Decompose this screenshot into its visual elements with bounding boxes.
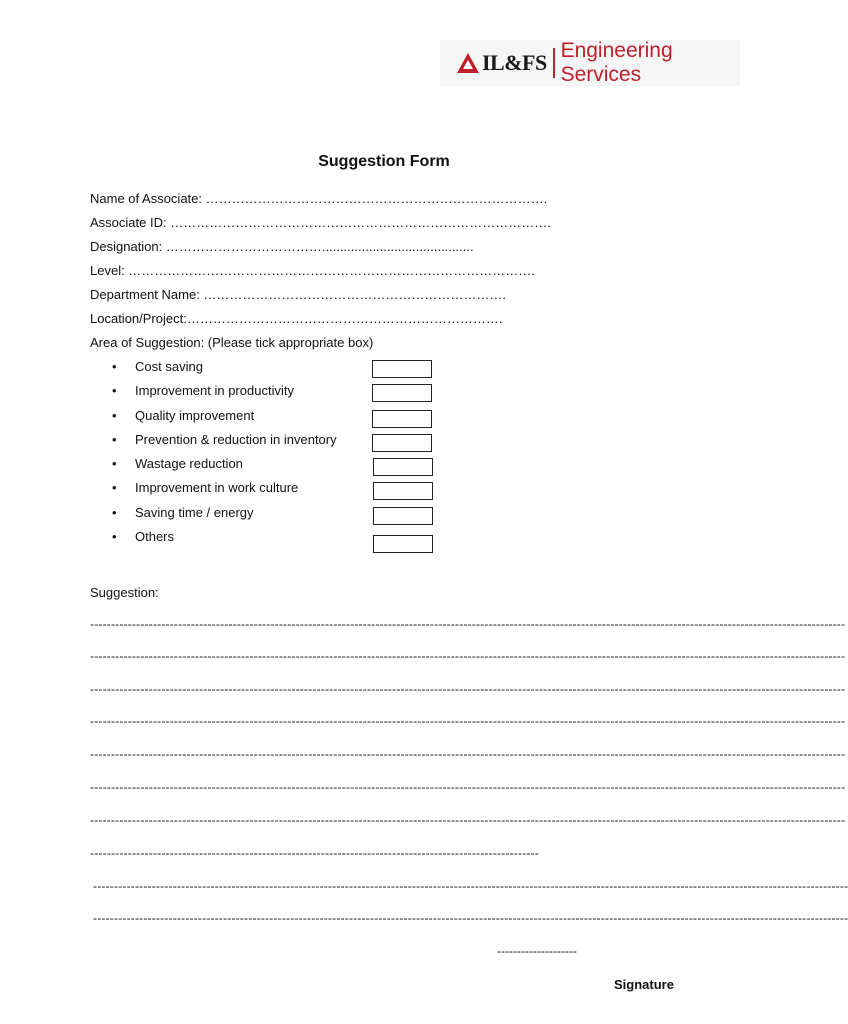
suggestion-line: ------------------------------------------------------------------------------------------------------------------------------------------------------------------------------------ xyxy=(90,714,846,728)
suggestion-line: ------------------------------------------------------------------------------------------------------------------------------------------------------------------------------------ xyxy=(90,813,846,827)
designation-field: Designation: ……………………………….......................................... xyxy=(90,239,474,254)
logo-divider xyxy=(553,48,555,78)
suggestion-line: ------------------------------------------------------------------------------------------------------------------------------------------------------------------------------------ xyxy=(93,879,848,893)
option-others: Others xyxy=(135,529,175,544)
option-wastage: Wastage reduction xyxy=(135,456,243,471)
suggestion-line: ------------------------------------------------------------------------------------------------------------------------------------------------------------------------------------ xyxy=(90,682,846,696)
department-name-field: Department Name: ……………………………………………………………. xyxy=(90,287,507,302)
checkbox-wastage[interactable] xyxy=(373,458,433,476)
option-productivity: Improvement in productivity xyxy=(135,383,294,398)
bullet: • xyxy=(112,456,117,471)
bullet: • xyxy=(112,480,117,495)
checkbox-others[interactable] xyxy=(373,535,433,553)
checkbox-cost-saving[interactable] xyxy=(372,360,432,378)
option-work-culture: Improvement in work culture xyxy=(135,480,299,495)
option-saving-time: Saving time / energy xyxy=(135,505,254,520)
signature-line: -------------------- xyxy=(497,944,577,958)
suggestion-label: Suggestion: xyxy=(90,585,159,600)
suggestion-line: ----------------------------------------------------------------------------------------------------------- xyxy=(90,846,539,860)
checkbox-productivity[interactable] xyxy=(372,384,432,402)
checkbox-inventory[interactable] xyxy=(372,434,432,452)
area-of-suggestion-label: Area of Suggestion: (Please tick appropriate box) xyxy=(90,335,374,350)
signature-label: Signature xyxy=(614,977,674,992)
suggestion-line: ------------------------------------------------------------------------------------------------------------------------------------------------------------------------------------ xyxy=(90,617,846,631)
checkbox-saving-time[interactable] xyxy=(373,507,433,525)
suggestion-line: ------------------------------------------------------------------------------------------------------------------------------------------------------------------------------------ xyxy=(93,911,848,925)
option-inventory: Prevention & reduction in inventory xyxy=(135,432,337,447)
company-logo xyxy=(440,40,740,86)
bullet: • xyxy=(112,408,117,423)
bullet: • xyxy=(112,432,117,447)
checkbox-quality[interactable] xyxy=(372,410,432,428)
bullet: • xyxy=(112,383,117,398)
name-of-associate-field: Name of Associate: ……………………………………………………………………. xyxy=(90,191,548,206)
bullet: • xyxy=(112,505,117,520)
bullet: • xyxy=(112,529,117,544)
logo-brand: IL&FS xyxy=(482,50,547,75)
checkbox-work-culture[interactable] xyxy=(373,482,433,500)
logo-tagline: Engineering Services xyxy=(560,39,673,86)
associate-id-field: Associate ID: ……………………………………………………………………………. xyxy=(90,215,551,230)
option-quality: Quality improvement xyxy=(135,408,255,423)
suggestion-line: ------------------------------------------------------------------------------------------------------------------------------------------------------------------------------------ xyxy=(90,780,846,794)
suggestion-line: ------------------------------------------------------------------------------------------------------------------------------------------------------------------------------------ xyxy=(90,747,846,761)
bullet: • xyxy=(112,359,117,374)
location-project-field: Location/Project:………………………………………………………………. xyxy=(90,311,503,326)
suggestion-line: ------------------------------------------------------------------------------------------------------------------------------------------------------------------------------------ xyxy=(90,649,846,663)
option-cost-saving: Cost saving xyxy=(135,359,203,374)
ilfs-logo-icon xyxy=(456,52,480,74)
level-field: Level: …………………………………………………………………………………. xyxy=(90,263,535,278)
page-title: Suggestion Form xyxy=(318,153,450,170)
